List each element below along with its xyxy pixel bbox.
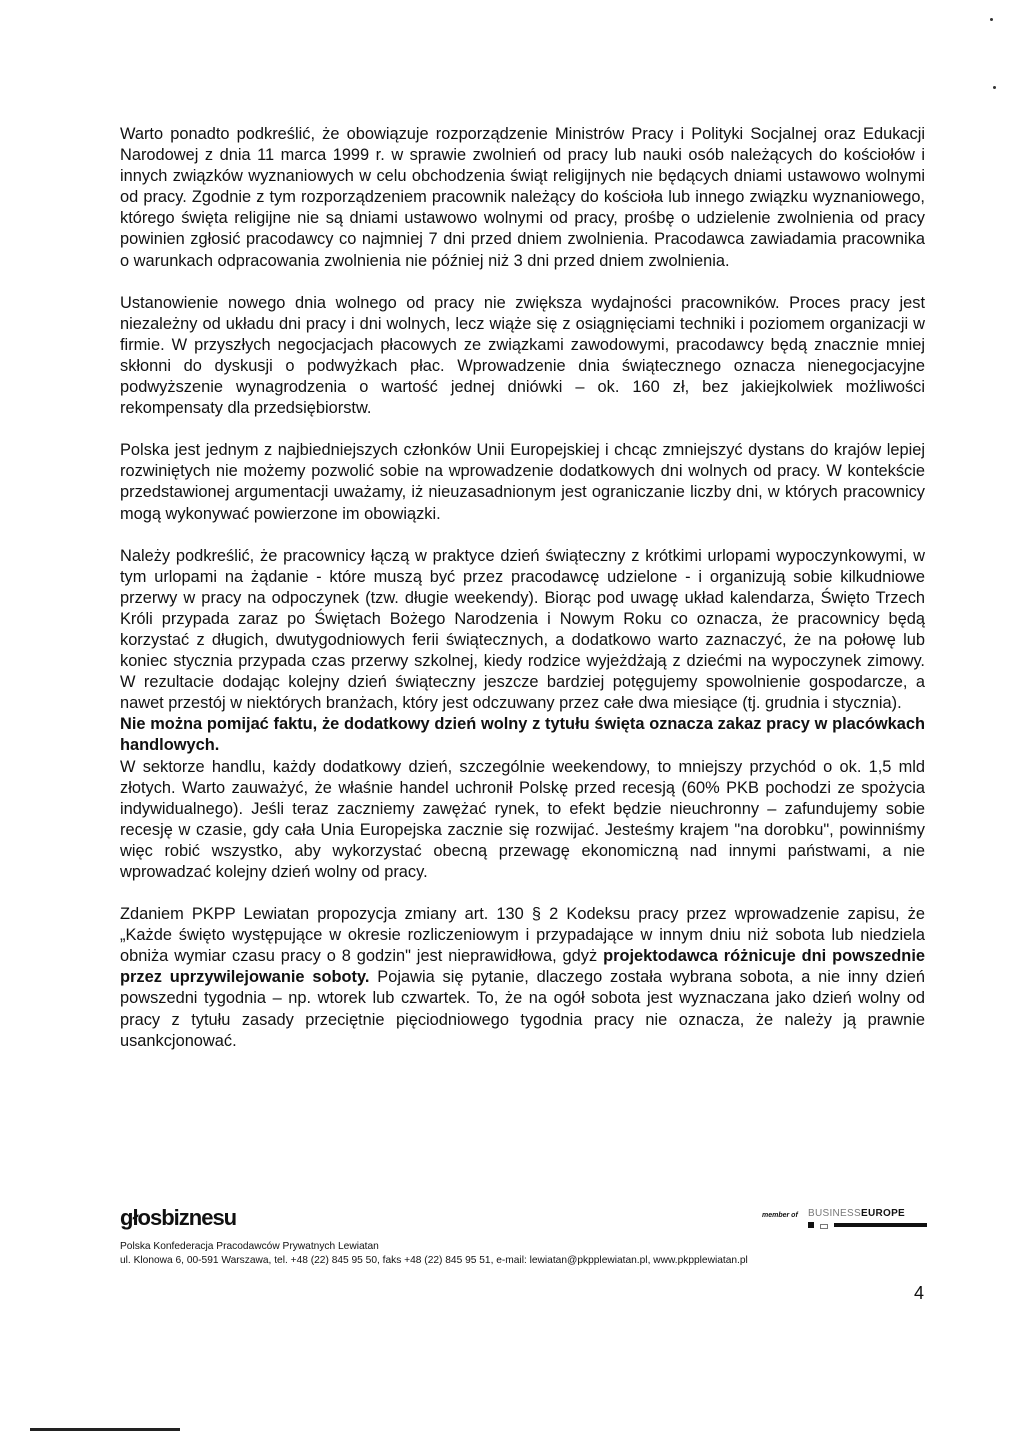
- paragraph: [120, 546, 925, 715]
- paragraph: [120, 904, 925, 1052]
- paragraph-text: W sektorze handlu, każdy dodatkowy dzień, szczególnie weekendowy, to mniejszy przychód o ok. 1,5 mld złotych. Warto zauważyć, że właśnie handel uchronił Polskę przed recesją (60% PKB pochodzi ze spożycia indywidualnego). Jeśli teraz zaczniemy zawężać rynek, to efekt będzie nieuchronny – zafundujemy sobie recesję w czasie, gdy cała Unia Europejska zacznie się rozwijać. Jesteśmy krajem "na dorobku", powinniśmy więc robić wszystko, aby wykorzystać obecną przewagę ekonomiczną nad innymi państwami, a nie wprowadzać kolejny dzień wolny od pracy.: [120, 757, 925, 881]
- bold-statement: [120, 714, 925, 756]
- paragraph-text: Warto ponadto podkreślić, że obowiązuje rozporządzenie Ministrów Pracy i Polityki Socjalnej oraz Edukacji Narodowej z dnia 11 marca 1999 r. w sprawie zwolnień od pracy lub nauki osób należących do kościołów i innych związków wyznaniowych w celu obchodzenia świąt religijnych nie będących dniami ustawowo wolnymi od pracy. Zgodnie z tym rozporządzeniem pracownik należący do kościoła lub innego związku wyznaniowego, którego święta religijne nie są dniami ustawowo wolnymi od pracy, prośbę o udzielenie zwolnienia od pracy powinien zgłosić pracodawcy co najmniej 7 dni przed dniem zwolnienia. Pracodawca zawiadamia pracownika o warunkach odpracowania zwolnienia nie później niż 3 dni przed dniem zwolnienia.: [120, 125, 925, 270]
- business-europe-prefix: BUSINESS: [808, 1208, 861, 1219]
- document-body: [120, 124, 925, 1052]
- paragraph: [120, 124, 925, 272]
- bold-emphasis: projektodawca różnicuje dni powszednie przez uprzywilejowanie soboty.: [120, 947, 925, 987]
- paragraph-text: Należy podkreślić, że pracownicy łączą w praktyce dzień świąteczny z krótkimi urlopami wypoczynkowymi, w tym urlopami na żądanie - które muszą być przez pracodawcę udzielone - i organizują sobie kilkudniowe przerwy w pracy na odpoczynek (tzw. długie weekendy). Biorąc pod uwagę układ kalendarza, Święto Trzech Króli przypada zaraz po Świętach Bożego Narodzenia i Nowym Roku co oznacza, że pracownicy będą korzystać z długich, dwutygodniowych ferii świątecznych, a dodatkowo warto zaznaczyć, że na połowę lub koniec stycznia przypada czas przerwy szkolnej, kiedy rodzice wyjeżdżają z dziećmi na wypoczynek zimowy. W rezultacie dodając kolejny dzień świąteczny jeszcze bardziej potęgujemy spowolnienie gospodarcze, a nawet przestój w niektórych branżach, który jest odczuwany przez całe dwa miesiące (tj. grudnia i stycznia).: [120, 546, 925, 713]
- badge-bar-icon: [834, 1223, 927, 1227]
- business-europe-badge: [762, 1208, 927, 1230]
- paragraph-text: Polska jest jednym z najbiedniejszych członków Unii Europejskiej i chcąc zmniejszyć dystans do krajów lepiej rozwiniętych nie możemy pozwolić sobie na wprowadzenie dodatkowych dni wolnych od pracy. W kontekście przedstawionej argumentacji uważamy, iż nieuzasadnionym jest ograniczanie liczby dni, w których pracownicy mogą wykonywać powierzone im obowiązki.: [120, 441, 925, 523]
- page-number: 4: [914, 1283, 925, 1303]
- badge-square-icon: [808, 1222, 814, 1228]
- paragraph: [120, 293, 925, 420]
- badge-dot-icon: [820, 1224, 828, 1229]
- business-europe-suffix: EUROPE: [860, 1208, 906, 1219]
- business-europe-label: [808, 1208, 905, 1219]
- member-of-label: member of: [762, 1212, 798, 1219]
- paragraph-text: Zdaniem PKPP Lewiatan propozycja zmiany art. 130 § 2 Kodeksu pracy przez wprowadzenie zapisu, że „Każde święto występujące w okresie rozliczeniowym i przypadające w innym dniu niż sobota lub niedziela obniża wymiar czasu pracy o 8 godzin" jest nieprawidłowa, gdyż: [120, 905, 925, 966]
- scan-speck: [990, 18, 993, 21]
- scan-edge-rule: [30, 1428, 180, 1431]
- paragraph-text: Pojawia się pytanie, dlaczego została wybrana sobota, a nie inny dzień powszedni tygodnia – np. wtorek lub czwartek. To, że na ogół sobota jest wyznaczana jako dzień wolny od pracy z tytułu zasady przeciętnie pięciodniowego tygodnia pracy nie oznacza, że należy ją prawnie usankcjonować.: [120, 968, 925, 1050]
- scan-speck: [993, 86, 996, 89]
- glos-biznesu-logo: głosbiznesu: [120, 1205, 237, 1230]
- paragraph-text: Ustanowienie nowego dnia wolnego od pracy nie zwiększa wydajności pracowników. Proces pracy jest niezależny od układu dni pracy i dni wolnych, lecz wiąże się z osiągnięciami techniki i poziomem organizacji w firmie. W przyszłych negocjacjach płacowych ze związkami zawodowymi, pracodawcy będą znacznie mniej skłonni do dyskusji o podwyżkach płac. Wprowadzenie dnia świątecznego oznacza nienegocjacyjne podwyższenie wynagrodzenia o wartość jednej dniówki – ok. 160 zł, bez jakiejkolwiek możliwości rekompensaty dla przedsiębiorstw.: [120, 293, 925, 418]
- organization-name: Polska Konfederacja Pracodawców Prywatnych Lewiatan: [120, 1241, 379, 1252]
- bold-text: Nie można pomijać faktu, że dodatkowy dzień wolny z tytułu święta oznacza zakaz pracy w placówkach handlowych.: [120, 715, 925, 755]
- paragraph: [120, 757, 925, 884]
- organization-address: ul. Klonowa 6, 00-591 Warszawa, tel. +48 (22) 845 95 50, faks +48 (22) 845 95 51, e-mail: lewiatan@pkpplewiatan.pl, www.pkpplewiatan.pl: [120, 1255, 748, 1266]
- paragraph: [120, 440, 925, 524]
- footer-organization: [120, 1240, 748, 1268]
